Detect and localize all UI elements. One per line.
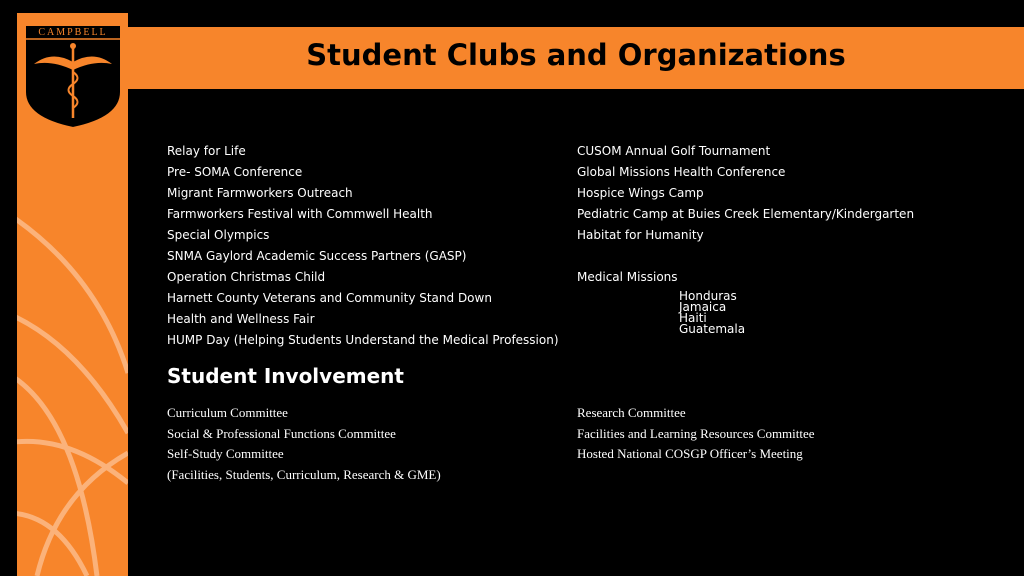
club-item: Global Missions Health Conference <box>577 165 786 179</box>
committee-item: Facilities and Learning Resources Committee <box>577 425 815 441</box>
club-item: Relay for Life <box>167 144 246 158</box>
club-item: CUSOM Annual Golf Tournament <box>577 144 771 158</box>
club-item: Migrant Farmworkers Outreach <box>167 186 353 200</box>
campbell-logo-icon <box>22 22 124 130</box>
club-item: Health and Wellness Fair <box>167 312 315 326</box>
club-item: HUMP Day (Helping Students Understand the Medical Profession) <box>167 333 559 347</box>
club-item: SNMA Gaylord Academic Success Partners (GASP) <box>167 249 467 263</box>
club-item: Special Olympics <box>167 228 270 242</box>
committee-item: Curriculum Committee <box>167 405 288 420</box>
country-item: Guatemala <box>679 322 746 336</box>
medical-missions-label: Medical Missions <box>577 270 678 284</box>
club-item: Pediatric Camp at Buies Creek Elementary/Kindergarten <box>577 207 915 221</box>
club-item: Operation Christmas Child <box>167 270 326 284</box>
committee-item: Hosted National COSGP Officer’s Meeting <box>577 446 803 461</box>
club-item: Farmworkers Festival with Commwell Health <box>167 207 433 221</box>
page-title: Student Clubs and Organizations <box>306 38 846 72</box>
club-item: Pre- SOMA Conference <box>167 165 303 179</box>
committee-item: (Facilities, Students, Curriculum, Research & GME) <box>167 466 441 482</box>
club-item: Harnett County Veterans and Community Stand Down <box>167 291 492 305</box>
country-item: Honduras <box>679 289 737 303</box>
clubs-right-list <box>577 141 914 288</box>
club-item: Habitat for Humanity <box>577 228 704 242</box>
clubs-left-list <box>167 141 559 351</box>
country-item: Jamaica <box>679 300 727 314</box>
logo-text: CAMPBELL <box>38 27 108 38</box>
involvement-right-list <box>577 403 815 465</box>
committee-item: Research Committee <box>577 405 686 420</box>
involvement-left-list <box>167 403 441 485</box>
medical-missions-countries <box>679 291 745 335</box>
student-involvement-heading: Student Involvement <box>167 364 404 388</box>
committee-item: Social & Professional Functions Committee <box>167 425 396 441</box>
club-item: Hospice Wings Camp <box>577 186 704 200</box>
country-item: Haiti <box>679 311 707 325</box>
committee-item: Self-Study Committee <box>167 446 284 461</box>
